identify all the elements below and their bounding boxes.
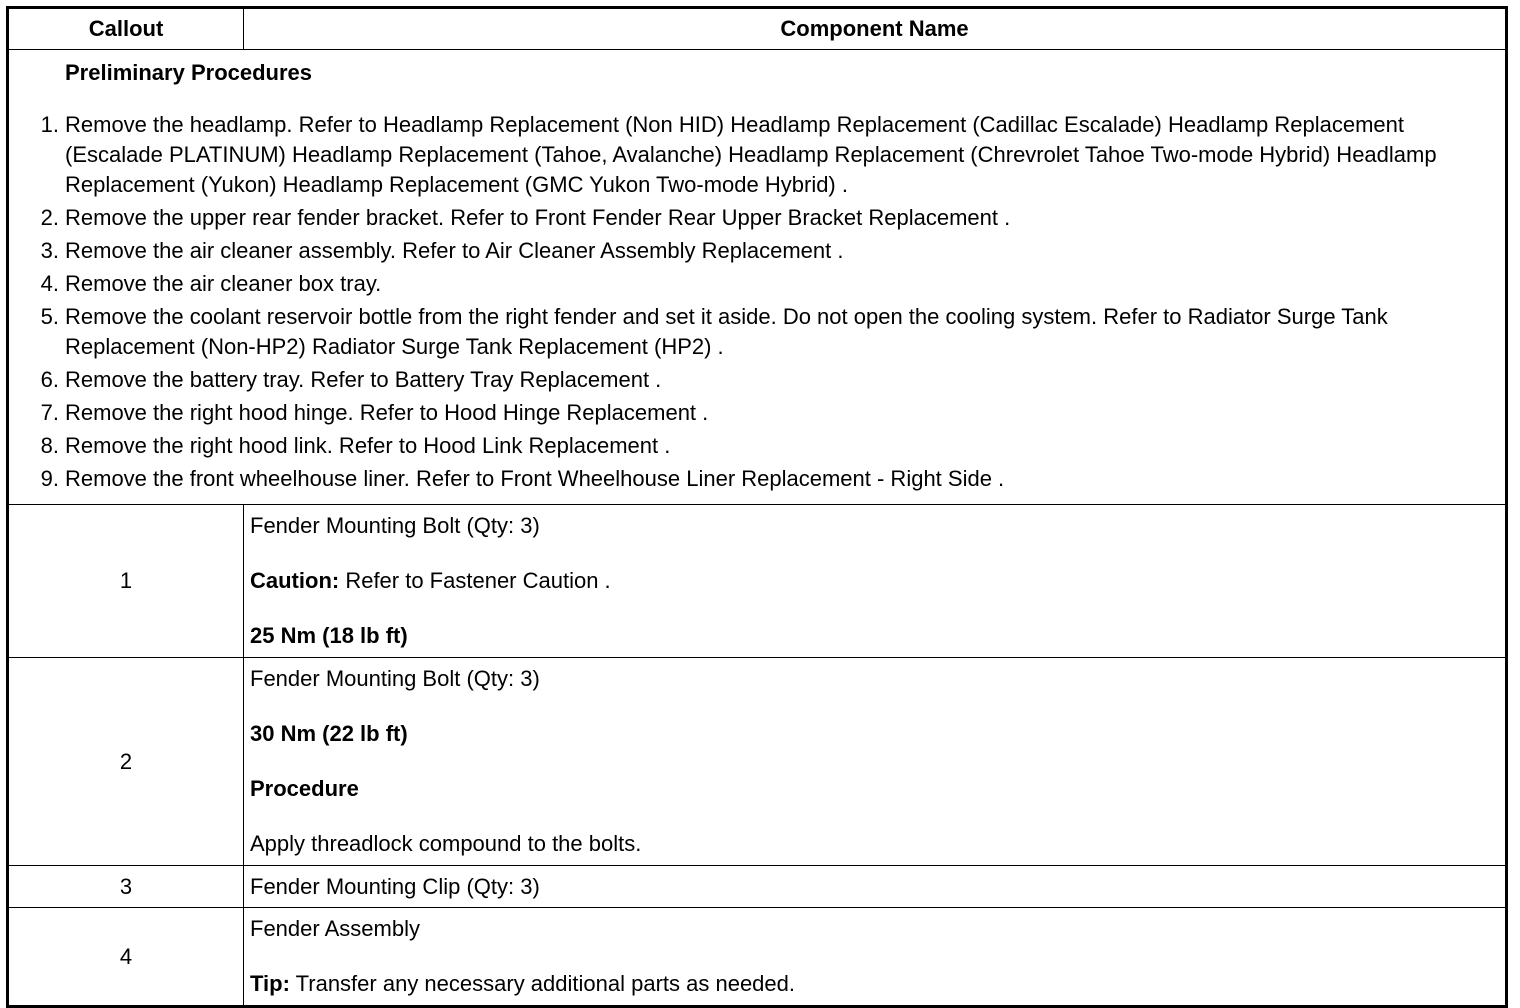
table-row: [8, 658, 1507, 866]
step-number: 4.: [40, 271, 59, 296]
step-number: 5.: [40, 304, 59, 329]
step-item: [40, 269, 1485, 299]
step-number: 3.: [40, 238, 59, 263]
caution-text: Refer to Fastener Caution .: [339, 568, 611, 593]
step-number: 2.: [40, 205, 59, 230]
tip-text: Transfer any necessary additional parts as needed.: [289, 971, 795, 996]
preliminary-row: [8, 50, 1507, 505]
callout-number: 3: [8, 866, 244, 908]
tip-note: [250, 969, 1499, 999]
step-item: [40, 431, 1485, 461]
step-text: Remove the coolant reservoir bottle from the right fender and set it aside. Do not open the cooling system. Refer to Radiator Surge Tank Replacement (Non-HP2) Radiator Surge Tank Replacement (HP2) .: [65, 304, 1388, 359]
step-text: Remove the right hood hinge. Refer to Hood Hinge Replacement .: [65, 400, 709, 425]
header-row: [8, 8, 1507, 50]
header-callout: Callout: [8, 8, 244, 50]
step-text: Remove the upper rear fender bracket. Refer to Front Fender Rear Upper Bracket Replacement .: [65, 205, 1011, 230]
table-row: [8, 866, 1507, 908]
step-text: Remove the right hood link. Refer to Hood Link Replacement .: [65, 433, 671, 458]
step-item: [40, 110, 1485, 200]
preliminary-procedures: [8, 50, 1507, 505]
preliminary-steps: [40, 110, 1485, 494]
table-row: [8, 908, 1507, 1007]
procedure-label: Procedure: [250, 776, 359, 801]
step-number: 9.: [40, 466, 59, 491]
step-number: 1.: [40, 112, 59, 137]
component-table: [6, 6, 1508, 1008]
step-text: Remove the battery tray. Refer to Battery Tray Replacement .: [65, 367, 662, 392]
step-item: [40, 398, 1485, 428]
procedure-text: Apply threadlock compound to the bolts.: [250, 831, 642, 856]
table-row: [8, 505, 1507, 658]
component-cell: [244, 866, 1507, 908]
step-text: Remove the headlamp. Refer to Headlamp Replacement (Non HID) Headlamp Replacement (Cadillac Escalade) Headlamp Replacement (Escalade PLATINUM) Headlamp Replacement (Tahoe, Avalanche) Headlamp Replacement (Chrevrolet Tahoe Two-mode Hybrid) Headlamp Replacement (Yukon) Headlamp Replacement (GMC Yukon Two-mode Hybrid) .: [65, 112, 1437, 197]
caution-label: Caution:: [250, 568, 340, 593]
component-name: Fender Mounting Bolt (Qty: 3): [250, 666, 540, 691]
step-item: [40, 236, 1485, 266]
torque-spec: 25 Nm (18 lb ft): [250, 623, 408, 648]
step-number: 6.: [40, 367, 59, 392]
component-cell: [244, 908, 1507, 1007]
step-item: [40, 302, 1485, 362]
step-text: Remove the front wheelhouse liner. Refer to Front Wheelhouse Liner Replacement - Right Side .: [65, 466, 1005, 491]
step-text: Remove the air cleaner box tray.: [65, 271, 382, 296]
component-cell: [244, 658, 1507, 866]
component-name: Fender Mounting Clip (Qty: 3): [250, 873, 540, 899]
component-name: Fender Assembly: [250, 916, 420, 941]
torque-spec: 30 Nm (22 lb ft): [250, 721, 408, 746]
step-item: [40, 464, 1485, 494]
preliminary-title: Preliminary Procedures: [65, 60, 313, 85]
component-cell: [244, 505, 1507, 658]
callout-number: 2: [8, 658, 244, 866]
step-item: [40, 365, 1485, 395]
header-component-name: Component Name: [244, 8, 1507, 50]
tip-label: Tip:: [250, 971, 290, 996]
step-text: Remove the air cleaner assembly. Refer to Air Cleaner Assembly Replacement .: [65, 238, 844, 263]
step-number: 8.: [40, 433, 59, 458]
step-number: 7.: [40, 400, 59, 425]
component-name: Fender Mounting Bolt (Qty: 3): [250, 513, 540, 538]
callout-number: 1: [8, 505, 244, 658]
step-item: [40, 203, 1485, 233]
caution-note: [250, 566, 1499, 596]
callout-number: 4: [8, 908, 244, 1007]
